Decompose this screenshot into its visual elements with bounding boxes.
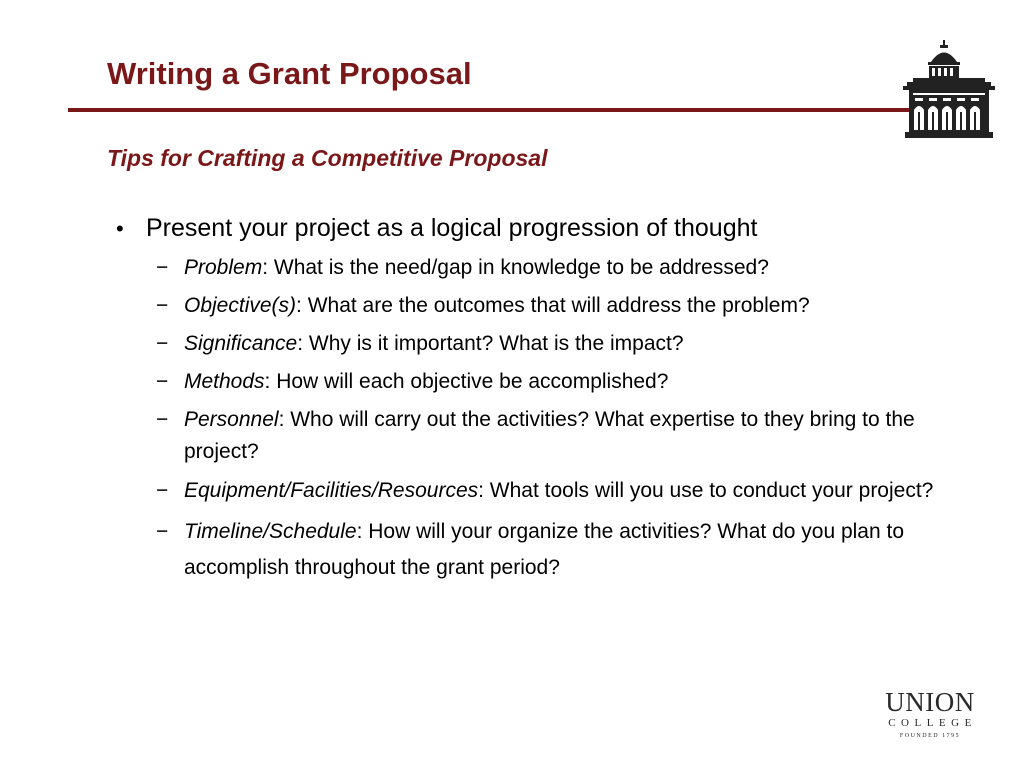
main-bullet — [116, 210, 986, 247]
dash-icon: − — [156, 370, 169, 393]
logo-founded: FOUNDED 1795 — [899, 733, 961, 739]
sub-item-objectives — [156, 290, 946, 321]
dash-icon: − — [156, 479, 169, 502]
sub-item-term: Significance — [184, 332, 298, 355]
sub-item-term: Equipment/Facilities/Resources — [184, 479, 479, 502]
sub-item-personnel — [156, 404, 946, 468]
sub-item-equipment — [156, 475, 946, 507]
sub-item-text: : Why is it important? What is the impact? — [297, 332, 684, 355]
dash-icon: − — [156, 408, 169, 431]
sub-item-content — [184, 514, 946, 586]
sub-item-text: : Who will carry out the activities? What expertise to they bring to the project? — [184, 408, 915, 463]
sub-item-term: Methods — [184, 370, 265, 393]
sub-item-timeline — [156, 514, 946, 586]
sub-item-term: Timeline/Schedule — [184, 520, 357, 543]
logo-name: UNION — [885, 687, 975, 717]
title-divider — [68, 108, 910, 112]
sub-item-text: : What is the need/gap in knowledge to be addressed? — [262, 256, 769, 279]
sub-item-content — [184, 475, 946, 507]
sub-item-problem — [156, 252, 946, 283]
sub-item-text: : How will your organize the activities? What do you plan to accomplish throughout the grant period? — [184, 520, 905, 579]
slide-body — [116, 210, 986, 593]
dash-icon: − — [156, 294, 169, 317]
main-bullet-text: Present your project as a logical progression of thought — [146, 214, 758, 242]
sub-item-content — [184, 404, 946, 468]
slide-subtitle: Tips for Crafting a Competitive Proposal — [107, 145, 548, 171]
sub-item-content — [184, 366, 946, 397]
college-dome-icon — [903, 40, 995, 138]
sub-item-content — [184, 252, 946, 283]
sub-item-content — [184, 328, 946, 359]
sub-item-term: Problem — [184, 256, 263, 279]
slide-title: Writing a Grant Proposal — [107, 56, 472, 91]
sub-item-methods — [156, 366, 946, 397]
sub-item-text: : What are the outcomes that will address the problem? — [296, 294, 810, 317]
sub-bullet-list — [156, 252, 946, 586]
sub-item-content — [184, 290, 946, 321]
sub-item-term: Personnel — [184, 408, 279, 431]
sub-item-term: Objective(s) — [184, 294, 297, 317]
logo-subtitle: COLLEGE — [888, 717, 977, 729]
union-college-logo — [880, 688, 980, 744]
dash-icon: − — [156, 256, 169, 279]
sub-item-significance — [156, 328, 946, 359]
sub-item-text: : How will each objective be accomplished? — [264, 370, 669, 393]
dash-icon: − — [156, 332, 169, 355]
dash-icon: − — [156, 520, 169, 543]
bullet-icon: • — [116, 216, 124, 241]
sub-item-text: : What tools will you use to conduct your project? — [478, 479, 934, 502]
